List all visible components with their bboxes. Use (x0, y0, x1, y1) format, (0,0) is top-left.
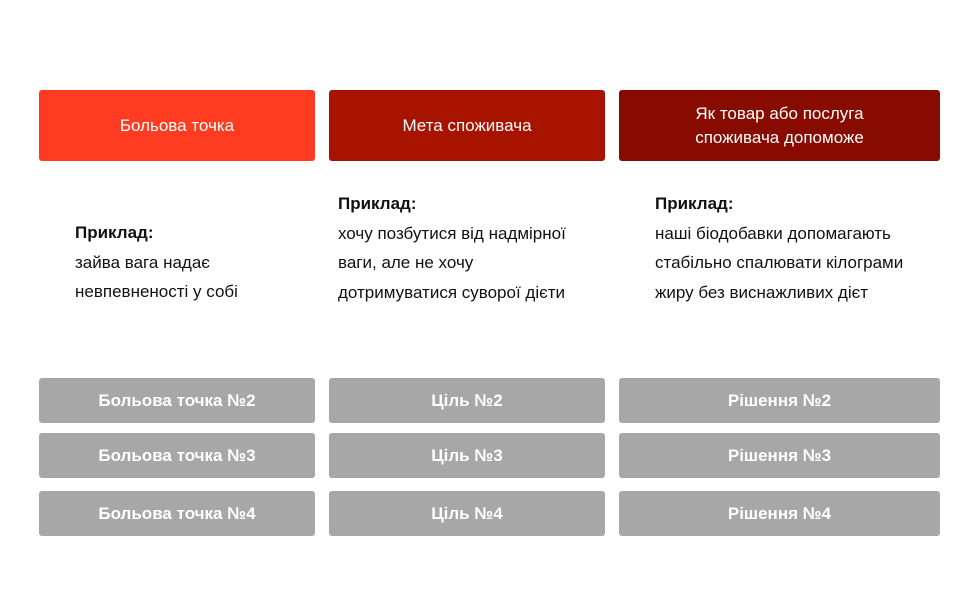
example-solution (655, 189, 935, 307)
example-label: Приклад: (75, 223, 154, 242)
goal-3-label: Ціль №3 (431, 445, 503, 465)
goal-4-label: Ціль №4 (431, 503, 503, 523)
example-text: зайва вага надає невпевненості у собі (75, 252, 238, 301)
example-label: Приклад: (655, 194, 734, 213)
example-consumer-goal (338, 189, 583, 307)
pain-point-3 (39, 433, 315, 478)
goal-4 (329, 491, 605, 536)
header-pain-point (39, 90, 315, 161)
goal-2-label: Ціль №2 (431, 390, 503, 410)
example-label: Приклад: (338, 194, 417, 213)
example-pain-point (75, 218, 300, 307)
pain-point-2 (39, 378, 315, 423)
solution-4-label: Рішення №4 (727, 503, 832, 523)
pain-point-4 (39, 491, 315, 536)
goal-3 (329, 433, 605, 478)
example-text: хочу позбутися від надмірної ваги, але не хочу дотримуватися суворої дієти (338, 223, 566, 302)
header-pain-point-label: Больова точка (119, 115, 235, 135)
pain-point-2-label: Больова точка №2 (98, 390, 256, 410)
solution-4 (619, 491, 940, 536)
header-consumer-goal (329, 90, 605, 161)
header-solution (619, 90, 940, 161)
example-text: наші біодобавки допомагають стабільно спалювати кілограми жиру без виснажливих дієт (655, 223, 904, 302)
solution-2 (619, 378, 940, 423)
pain-point-4-label: Больова точка №4 (98, 503, 256, 523)
solution-2-label: Рішення №2 (727, 390, 832, 410)
solution-3-label: Рішення №3 (727, 445, 832, 465)
goal-2 (329, 378, 605, 423)
header-solution-label: Як товар або послуга споживача допоможе (695, 103, 864, 147)
solution-3 (619, 433, 940, 478)
header-consumer-goal-label: Мета споживача (402, 115, 532, 135)
pain-point-3-label: Больова точка №3 (98, 445, 256, 465)
